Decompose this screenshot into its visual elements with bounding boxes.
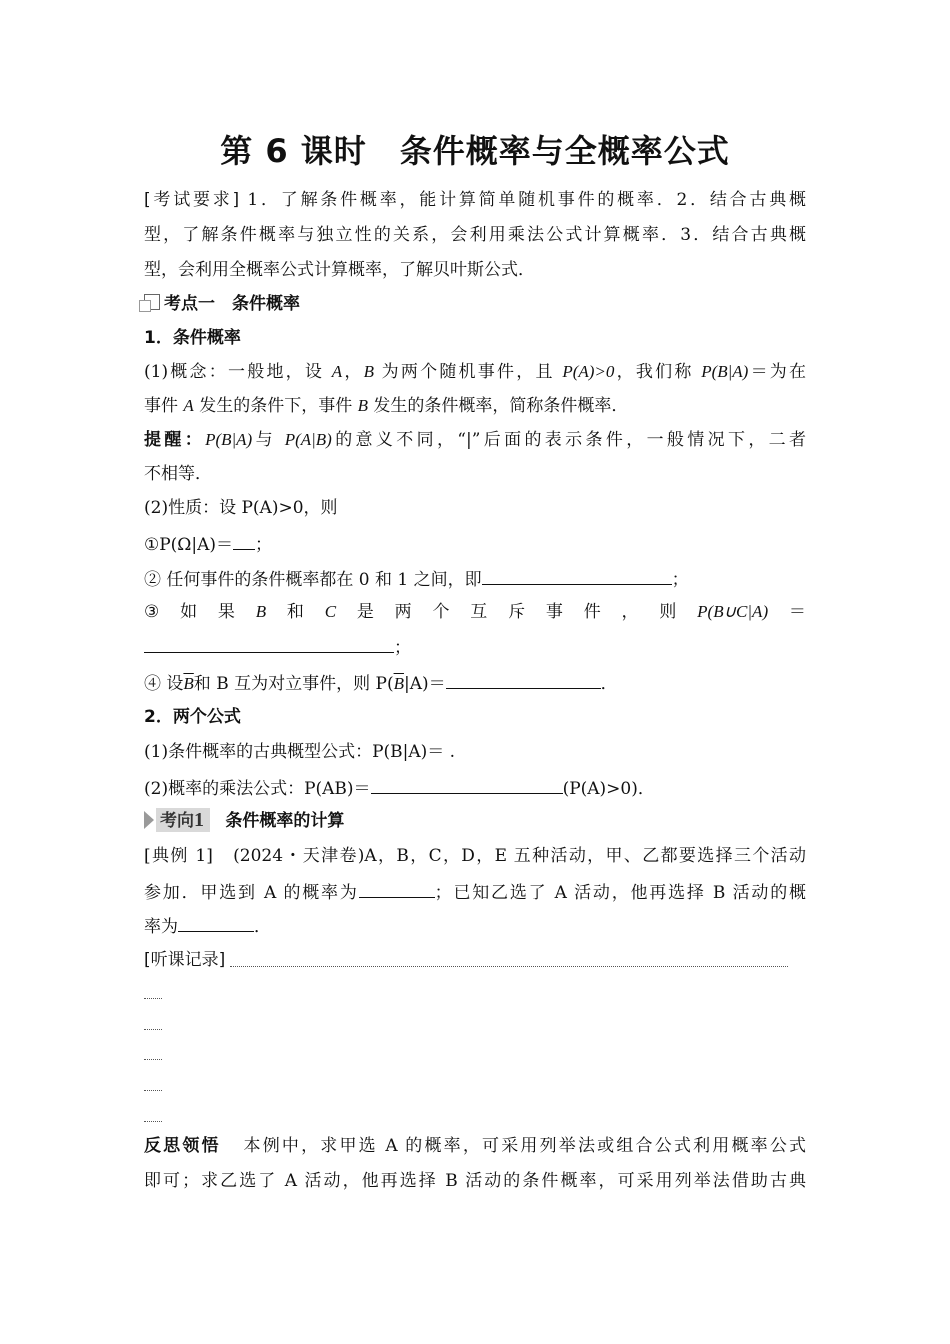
example-line-2: 参加．甲选到 A 的概率为 ；已知乙选了 A 活动，他再选择 B 活动的概 bbox=[144, 879, 806, 905]
notes-dotted-line[interactable] bbox=[144, 1029, 162, 1030]
answer-blank[interactable] bbox=[233, 531, 255, 550]
exam-requirements-line-3: 型，会利用全概率公式计算概率，了解贝叶斯公式． bbox=[144, 260, 535, 280]
answer-blank[interactable] bbox=[144, 634, 394, 653]
notes-label: [听课记录] bbox=[144, 950, 226, 970]
example-label: [典例 1] bbox=[144, 846, 213, 866]
formula-2: (2)概率的乘法公式：P(AB)＝ (P(A)>0)． bbox=[144, 775, 806, 801]
exam-requirements-line-2: 型，了解条件概率与独立性的关系，会利用乘法公式计算概率．3．结合古典概 bbox=[144, 225, 806, 245]
page-title: 第 6 课时 条件概率与全概率公式 bbox=[220, 132, 730, 170]
property-2: ② 任何事件的条件概率都在 0 和 1 之间，即 ； bbox=[144, 566, 806, 592]
answer-blank[interactable] bbox=[482, 566, 672, 585]
section-heading: 考点一 条件概率 bbox=[144, 292, 806, 316]
subheading-conditional-probability: 1．条件概率 bbox=[144, 328, 241, 348]
exam-requirements-label: [考试要求] bbox=[144, 190, 240, 210]
reflection-label: 反思领悟 bbox=[144, 1136, 221, 1156]
property-3-line-1: ③ 如 果 B 和 C 是 两 个 互 斥 事 件 ， 则 P(B∪C|A) ＝ bbox=[144, 602, 806, 622]
notes-dotted-line[interactable] bbox=[144, 1090, 162, 1091]
answer-blank[interactable] bbox=[359, 879, 435, 898]
answer-blank[interactable] bbox=[371, 775, 563, 794]
concept-line-1: (1)概念：一般地，设 A，B 为两个随机事件，且 P(A)>0，我们称 P(B|A)＝为在 bbox=[144, 362, 807, 382]
example-line-1: [典例 1] (2024・天津卷)A，B，C，D，E 五种活动，甲、乙都要选择三个活动 bbox=[144, 846, 807, 866]
subheading-two-formulas: 2．两个公式 bbox=[144, 707, 241, 727]
exam-requirements-line-1: [考试要求] 1．了解条件概率，能计算简单随机事件的概率．2．结合古典概 bbox=[144, 190, 807, 210]
reflection-line-2: 即可；求乙选了 A 活动，他再选择 B 活动的条件概率，可采用列举法借助古典 bbox=[144, 1171, 806, 1191]
property-1: ①P(Ω|A)＝ ； bbox=[144, 531, 806, 557]
notes-dotted-line[interactable] bbox=[230, 966, 788, 967]
reminder-line-1: 提醒：P(B|A)与 P(A|B)的意义不同，“|”后面的表示条件，一般情况下，二者 bbox=[144, 430, 807, 450]
reminder-line-2: 不相等． bbox=[144, 464, 212, 484]
kaoxiang-heading: 考向1 条件概率的计算 bbox=[144, 808, 806, 832]
example-line-3: 率为 ． bbox=[144, 913, 806, 939]
answer-blank[interactable] bbox=[446, 670, 601, 689]
arrow-icon bbox=[144, 811, 154, 829]
concept-line-2: 事件 A 发生的条件下，事件 B 发生的条件概率，简称条件概率． bbox=[144, 396, 629, 416]
property-intro: (2)性质：设 P(A)>0，则 bbox=[144, 498, 338, 518]
section-marker-icon bbox=[144, 294, 160, 310]
property-4: ④ 设$\overline{B}$和 B 互为对立事件，则 $P(\overline{B}|A)=$ ． bbox=[144, 670, 806, 696]
formula-1: (1)条件概率的古典概型公式：P(B|A)＝ . bbox=[144, 742, 456, 762]
answer-blank[interactable] bbox=[178, 913, 254, 932]
kaoxiang-tag: 考向1 bbox=[156, 808, 210, 832]
property-3-line-2: ； bbox=[144, 634, 806, 660]
reflection-line-1: 反思领悟 本例中，求甲选 A 的概率，可采用列举法或组合公式利用概率公式 bbox=[144, 1136, 807, 1156]
notes-dotted-line[interactable] bbox=[144, 1059, 162, 1060]
notes-dotted-line[interactable] bbox=[144, 998, 162, 999]
reminder-label: 提醒： bbox=[144, 430, 206, 450]
notes-dotted-line[interactable] bbox=[144, 1121, 162, 1122]
